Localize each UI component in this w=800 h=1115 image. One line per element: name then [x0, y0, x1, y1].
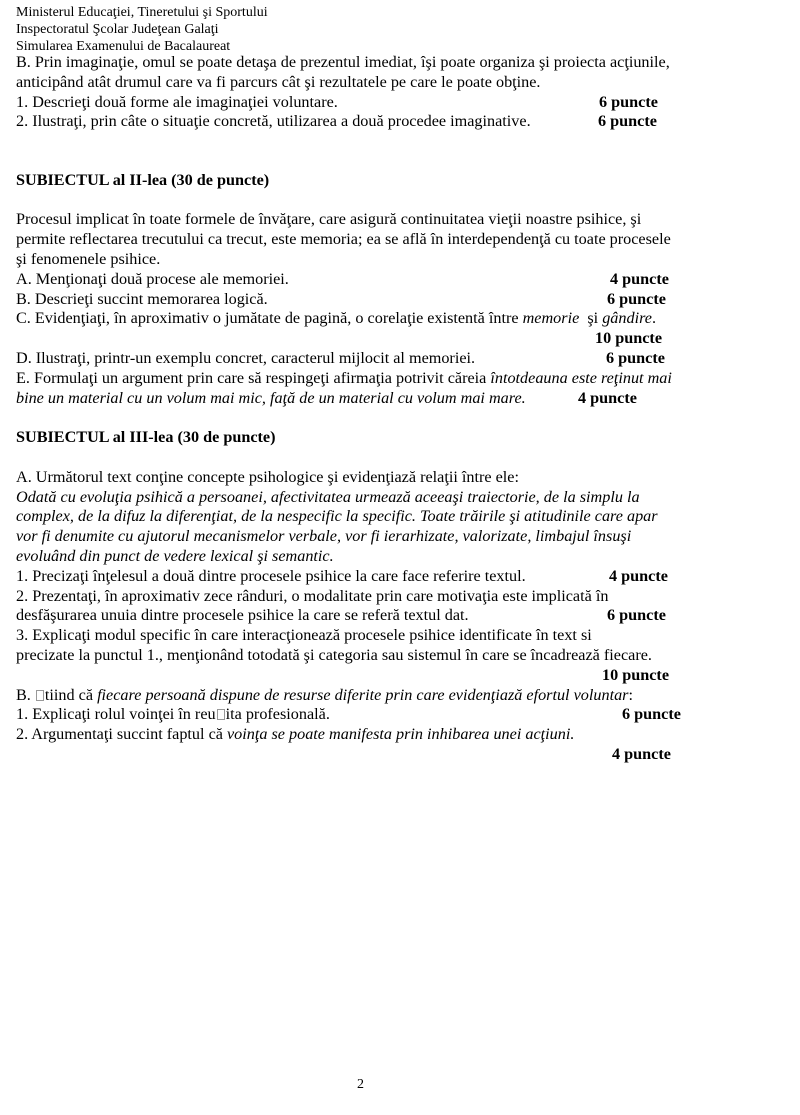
s2-item-a-text: A. Menţionaţi două procese ale memoriei.	[16, 269, 289, 288]
s3-q2-text: desfăşurarea unuia dintre procesele psihice la care se referă textul dat.	[16, 606, 469, 625]
s1-item-2-text: 2. Ilustraţi, prin câte o situaţie concretă, utilizarea a două procedee imaginative.	[16, 112, 531, 131]
s3-b2-points: 4 puncte	[612, 744, 671, 763]
s3-q1	[16, 567, 796, 587]
s3-b1-points: 6 puncte	[622, 705, 681, 724]
s3-q2-line1: 2. Prezentaţi, în aproximativ zece rânduri, o modalitate prin care motivaţia este implicată în	[16, 586, 609, 605]
s2-intro-line2: permite reflectarea trecutului ca trecut, este memoria; ea se află în interdependenţă cu toate procesele	[16, 230, 671, 249]
header-ministry: Ministerul Educaţiei, Tineretului şi Sportului	[16, 5, 268, 20]
s1-item-1	[16, 93, 796, 113]
s2-item-c-period: .	[651, 309, 657, 328]
s1-item-2	[16, 112, 796, 132]
s2-item-e-text: E. Formulaţi un argument prin care să respingeţi afirmaţia potrivit căreia	[16, 368, 491, 387]
s2-item-a-points: 4 puncte	[610, 269, 669, 288]
s2-item-c-points: 10 puncte	[595, 329, 663, 348]
s3-b2	[16, 725, 796, 745]
s3-b1	[16, 705, 796, 725]
s3-b-intro	[16, 686, 796, 706]
document-header	[16, 4, 268, 55]
header-exam: Simularea Examenului de Bacalaureat	[16, 39, 231, 54]
s2-item-c-connector: şi	[579, 309, 603, 328]
s3-q3-points: 10 puncte	[602, 665, 670, 684]
s3-b-text: tiind că	[44, 685, 98, 704]
s3-q1-text: 1. Precizaţi înţelesul a două dintre procesele psihice la care face referire textul.	[16, 566, 526, 585]
s3-b-colon: :	[628, 685, 633, 704]
s2-item-e-line2	[16, 389, 796, 409]
s1-item-1-text: 1. Descrieţi două forme ale imaginaţiei voluntare.	[16, 92, 338, 111]
s2-intro-line3: şi fenomenele psihice.	[16, 249, 161, 268]
s2-item-e-quote-part1: întotdeauna este reţinut mai	[490, 368, 672, 387]
s2-item-c	[16, 309, 796, 329]
s3-q3-line2: precizate la punctul 1., menţionând totodată şi categoria sau sistemul în care se încadrează fiecare.	[16, 645, 652, 664]
s1-item-2-points: 6 puncte	[598, 112, 657, 131]
s2-item-e-line1	[16, 369, 796, 389]
s3-a-intro: A. Următorul text conţine concepte psihologice şi evidenţiază relaţii între ele:	[16, 467, 519, 486]
s3-b-label: B.	[16, 685, 35, 704]
s2-item-c-term-memory: memorie	[522, 309, 580, 328]
s2-item-b-text: B. Descrieţi succint memorarea logică.	[16, 289, 268, 308]
s3-b2-text: 2. Argumentaţi succint faptul că	[16, 725, 227, 744]
s2-item-c-points-line	[16, 329, 796, 349]
s3-q2-points: 6 puncte	[607, 606, 666, 625]
s2-item-d-text: D. Ilustraţi, printr-un exemplu concret, caracterul mijlocit al memoriei.	[16, 348, 476, 367]
s1-intro-line2: anticipând atât drumul care va fi parcurs cât şi rezultatele pe care le poate obţine.	[16, 72, 541, 91]
s3-q1-points: 4 puncte	[609, 566, 668, 585]
missing-glyph-icon	[217, 709, 225, 720]
header-inspectorate: Inspectoratul Şcolar Judeţean Galaţi	[16, 22, 219, 37]
s2-item-e-points: 4 puncte	[578, 388, 637, 407]
s2-item-d	[16, 349, 796, 369]
s2-item-a	[16, 270, 796, 290]
s3-b-quote: fiecare persoană dispune de resurse diferite prin care evidenţiază efortul voluntar	[97, 685, 629, 704]
s3-q2-line2	[16, 606, 796, 626]
s2-item-b-points: 6 puncte	[607, 289, 666, 308]
s2-item-c-text: C. Evidenţiaţi, în aproximativ o jumătate de pagină, o corelaţie existentă între	[16, 309, 523, 328]
s3-quote-line2: complex, de la difuz la diferenţiat, de la nespecific la specific. Toate trăirile şi atitudinile care apar	[16, 507, 658, 526]
s3-quote-line3: vor fi denumite cu ajutorul mecanismelor verbale, vor fi ierarhizate, valorizate, limbajul însuşi	[16, 527, 632, 546]
s1-intro-line1: B. Prin imaginaţie, omul se poate detaşa de prezentul imediat, îşi poate organiza şi proiecta acţiunile,	[16, 53, 670, 71]
s3-q3-points-line	[16, 666, 796, 686]
s3-q3-line1: 3. Explicaţi modul specific în care interacţionează procesele psihice identificate în text si	[16, 626, 592, 645]
s2-intro-line1: Procesul implicat în toate formele de învăţare, care asigură continuitatea vieţii noastre psihice, şi	[16, 210, 642, 229]
missing-glyph-icon	[36, 690, 44, 701]
s1-item-1-points: 6 puncte	[599, 92, 658, 111]
s2-item-b	[16, 290, 796, 310]
s3-b2-points-line	[16, 745, 796, 765]
s3-title: SUBIECTUL al III-lea (30 de puncte)	[16, 428, 276, 447]
page-number: 2	[357, 1077, 364, 1092]
s2-item-e-quote-part2: bine un material cu un volum mai mic, faţă de un material cu volum mai mare.	[16, 388, 526, 407]
s2-title: SUBIECTUL al II-lea (30 de puncte)	[16, 170, 270, 189]
document-body	[16, 53, 796, 765]
s3-b1-text-post: ita profesională.	[225, 705, 330, 724]
s2-item-d-points: 6 puncte	[606, 348, 665, 367]
s3-quote-line1: Odată cu evoluţia psihică a persoanei, afectivitatea urmează aceeaşi traiectorie, de la simplu la	[16, 487, 640, 506]
s2-item-c-term-thinking: gândire	[602, 309, 652, 328]
s3-b1-text-pre: 1. Explicaţi rolul voinţei în reu	[16, 705, 216, 724]
s3-b2-quote: voinţa se poate manifesta prin inhibarea unei acţiuni.	[226, 725, 575, 744]
s3-quote-line4: evoluând din punct de vedere lexical şi semantic.	[16, 546, 334, 565]
